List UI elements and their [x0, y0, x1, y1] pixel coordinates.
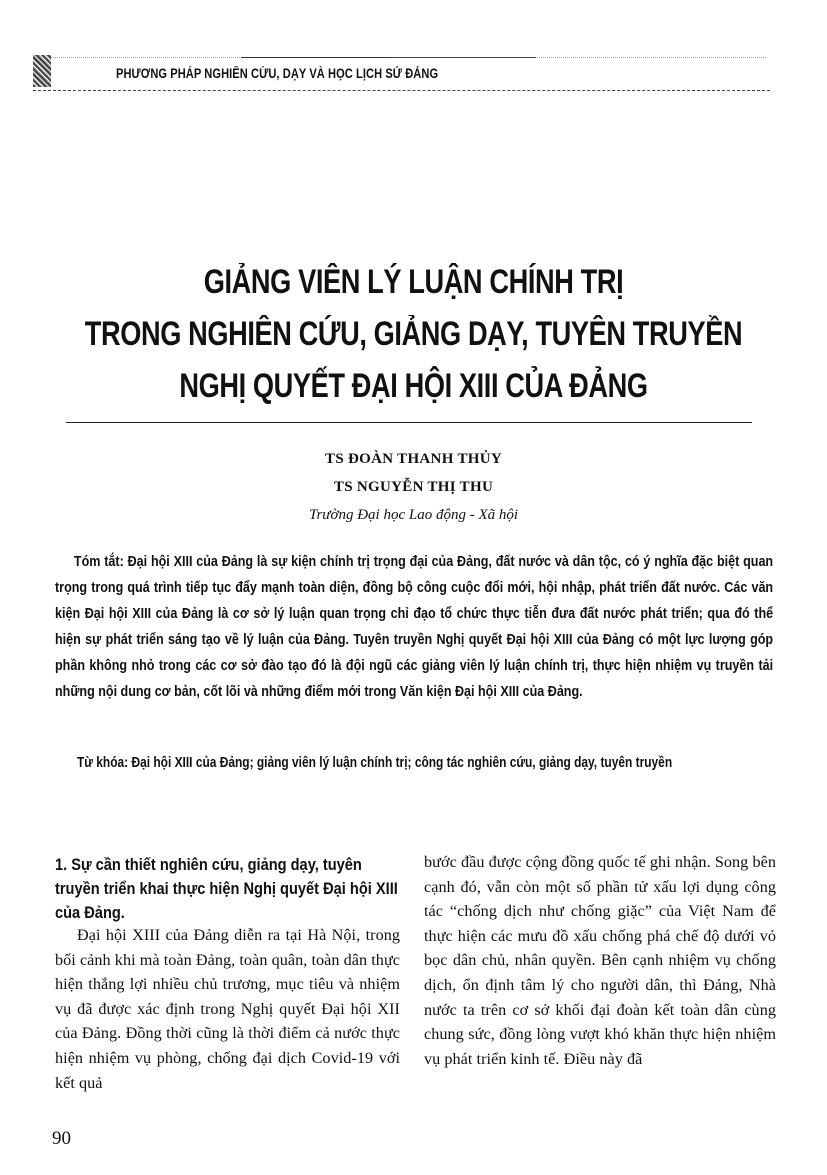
header-top-rule: [51, 57, 766, 58]
body-paragraph: bước đầu được cộng đồng quốc tế ghi nhận. Song bên cạnh đó, vẫn còn một số phần tử xấu lợi dụng công tác “chống dịch như chống giặc” của Việt Nam để thực hiện các mưu đồ xấu chống phá chế độ dưới vỏ bọc dân chủ, nhân quyền. Bên cạnh nhiệm vụ chống dịch, ổn định tâm lý cho người dân, thì Đảng, Nhà nước ta trên cơ sở khối đại đoàn kết toàn dân cùng chung sức, đồng lòng vượt khó khăn thực hiện nhiệm vụ phát triển kinh tế. Điều này đã: [424, 853, 776, 1068]
right-column: [424, 850, 776, 1071]
rule-segment: [391, 57, 536, 58]
header-decoration: [33, 55, 51, 87]
article-title: [0, 256, 827, 412]
keywords: [77, 752, 672, 774]
running-header: PHƯƠNG PHÁP NGHIÊN CỨU, DẠY VÀ HỌC LỊCH SỬ ĐẢNG: [116, 66, 439, 81]
title-line: GIẢNG VIÊN LÝ LUẬN CHÍNH TRỊ: [203, 263, 624, 301]
abstract-text: Đại hội XIII của Đảng là sự kiện chính trị trọng đại của Đảng, đất nước và dân tộc, có ý nghĩa đặc biệt quan trọng trong quá trình tiếp tục đẩy mạnh toàn diện, đồng bộ công cuộc đổi mới, hội nhập, phát triển đất nước. Các văn kiện Đại hội XIII của Đảng là cơ sở lý luận quan trọng chỉ đạo tổ chức thực tiễn đưa đất nước phát triển; qua đó thể hiện sự phát triển sáng tạo về lý luận của Đảng. Tuyên truyền Nghị quyết Đại hội XIII của Đảng có một lực lượng góp phần không nhỏ trong các cơ sở đào tạo đó là đội ngũ các giảng viên lý luận chính trị, thực hiện nhiệm vụ truyền tải những nội dung cơ bản, cốt lõi và những điểm mới trong Văn kiện Đại hội XIII của Đảng.: [55, 554, 774, 700]
title-divider: [66, 422, 752, 423]
title-line: NGHỊ QUYẾT ĐẠI HỘI XIII CỦA ĐẢNG: [179, 367, 648, 405]
left-column: [55, 853, 400, 1095]
header-bottom-rule: [33, 90, 770, 91]
abstract-label: Tóm tắt:: [73, 554, 124, 570]
body-paragraph: Đại hội XIII của Đảng diễn ra tại Hà Nội, trong bối cảnh khi mà toàn Đảng, toàn quân, toàn dân thực hiện thắng lợi nhiều chủ trương, mục tiêu và nhiệm vụ đã được xác định trong Nghị quyết Đại hội XII của Đảng. Đồng thời cũng là thời điểm cả nước thực hiện nhiệm vụ phòng, chống đại dịch Covid-19 với kết quả: [55, 926, 400, 1092]
title-line: TRONG NGHIÊN CỨU, GIẢNG DẠY, TUYÊN TRUYỀN: [84, 315, 743, 353]
author-name: TS ĐOÀN THANH THỦY: [325, 451, 502, 467]
keywords-text: Đại hội XIII của Đảng; giảng viên lý luận chính trị; công tác nghiên cứu, giảng dạy, tuyên truyền: [128, 755, 673, 771]
author-affiliation: Trường Đại học Lao động - Xã hội: [308, 507, 519, 523]
section-heading: 1. Sự cần thiết nghiên cứu, giảng dạy, tuyên truyền triển khai thực hiện Nghị quyết Đại hội XIII của Đảng.: [55, 855, 398, 922]
author-name: TS NGUYỄN THỊ THU: [333, 479, 494, 495]
keywords-label: Từ khóa:: [77, 755, 129, 771]
rule-segment: [241, 57, 391, 58]
abstract: [55, 549, 773, 705]
author-block: [0, 445, 827, 529]
page-number: 90: [52, 1128, 71, 1149]
